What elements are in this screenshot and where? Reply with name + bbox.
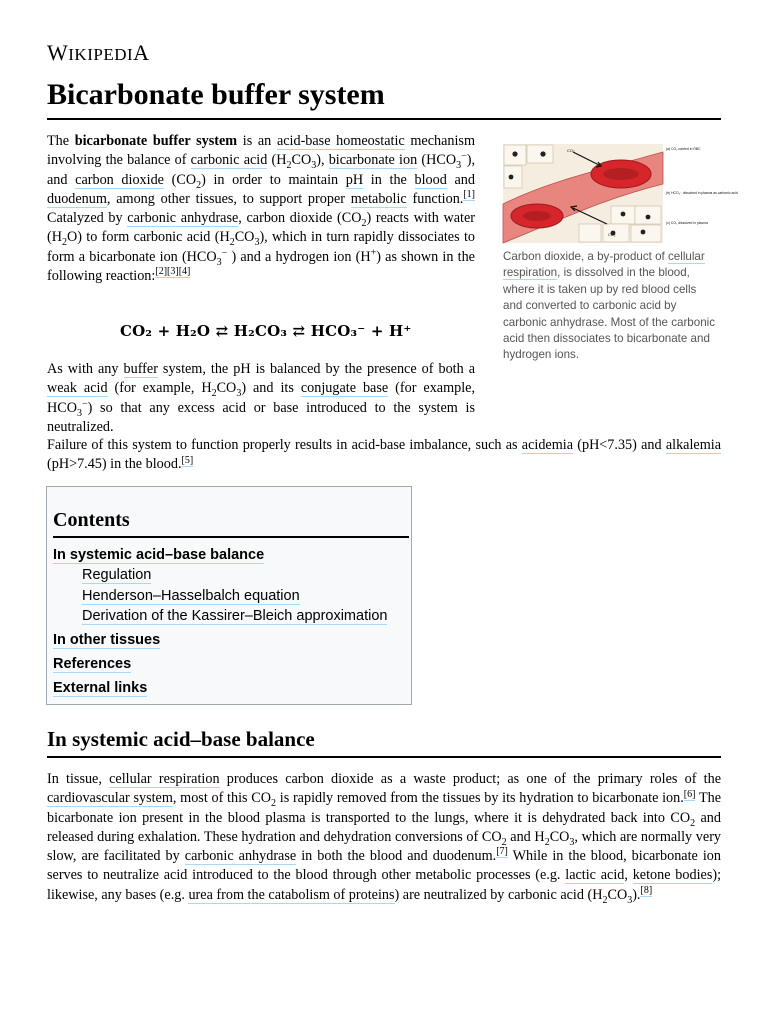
page-title: Bicarbonate buffer system	[47, 76, 721, 120]
link-bicarbonate-ion[interactable]: bicarbonate ion	[328, 152, 418, 169]
link-ketone-bodies[interactable]: ketone bodies	[632, 867, 713, 884]
toc-item[interactable]: Regulation	[82, 567, 152, 584]
reference-3[interactable]: [3]	[167, 266, 179, 278]
link-cardiovascular-system[interactable]: cardiovascular system	[47, 790, 173, 807]
link-carbonic-anhydrase[interactable]: carbonic anhydrase	[127, 210, 239, 227]
reference-1[interactable]: [1]	[463, 189, 476, 201]
link-ph[interactable]: pH	[345, 171, 364, 188]
co2-label: CO₂	[608, 232, 616, 237]
reference-6[interactable]: [6]	[683, 788, 696, 800]
toc-item[interactable]: References	[53, 656, 132, 673]
toc-title: Contents	[53, 509, 409, 538]
label-c: (c) CO₂ dissolved in plasma	[666, 221, 708, 225]
reference-7[interactable]: [7]	[496, 846, 508, 858]
section-heading: In systemic acid–base balance	[47, 726, 721, 758]
paragraph-buffer: As with any buffer system, the pH is balanced by the presence of both a weak acid (for example, $H_2CO_3$) and its conjugate base (for example, $HCO_3^-$) so that any excess acid or base introduced to the system is neutralized.	[47, 361, 476, 435]
link-carbonic-acid[interactable]: carbonic acid	[190, 152, 268, 169]
link-blood[interactable]: blood	[414, 171, 447, 188]
figure-caption: Carbon dioxide, a by-product of cellular respiration, is dissolved in the blood, where it is taken up by red blood cells and converted to carbonic acid by carbonic anhydrase. Most of the carbonic acid then dissociates to bicarbonate and hydrogen ions.	[503, 250, 716, 362]
co2-transport-diagram[interactable]	[503, 144, 738, 243]
link-lactic-acid[interactable]: lactic acid	[565, 867, 625, 884]
link-cellular-respiration[interactable]: cellular respiration	[109, 771, 220, 787]
link-acid-base-homeostatic[interactable]: acid-base homeostatic	[276, 133, 405, 149]
reaction-formula: CO₂ + H₂O ⇄ H₂CO₃ ⇄ HCO₃⁻ + H⁺	[120, 322, 412, 340]
link-acidemia[interactable]: acidemia	[521, 437, 573, 453]
table-of-contents	[46, 486, 412, 705]
reference-8[interactable]: [8]	[640, 885, 653, 897]
link-alkalemia[interactable]: alkalemia	[665, 437, 721, 453]
link-urea[interactable]: urea from the catabolism of proteins	[188, 886, 395, 903]
toc-item[interactable]: Henderson–Hasselbalch equation	[82, 587, 300, 604]
label-b: (b) HCO₃⁻ dissolved in plasma as carbonic acid	[666, 191, 738, 195]
reference-2[interactable]: [2]	[155, 266, 168, 278]
toc-item[interactable]: In systemic acid–base balance	[53, 547, 265, 563]
paragraph-failure: Failure of this system to function properly results in acid-base imbalance, such as acidemia (pH<7.35) and alkalemia (pH>7.45) in the blood.[5]	[47, 437, 721, 473]
toc-item[interactable]: Derivation of the Kassirer–Bleich approximation	[82, 608, 388, 625]
link-carbon-dioxide[interactable]: carbon dioxide	[75, 171, 164, 188]
lead-paragraph: The bicarbonate buffer system is an acid-base homeostatic mechanism involving the balance of carbonic acid $(H_2CO_3)$, bicarbonate ion $(HCO_3^-)$, and carbon dioxide $(CO_2)$ in order to maintain pH in the blood and duodenum, among other tissues, to support proper metabolic function.[1] Catalyzed by carbonic anhydrase, carbon dioxide $(CO_2)$ reacts with water $(H_2O)$ to form carbonic acid $(H_2CO_3)$, which in turn rapidly dissociates to form a bicarbonate ion ($HCO_3^-$ ) and a hydrogen ion (H+) as shown in the following reaction:[2][3][4]	[47, 133, 476, 285]
link-carbonic-anhydrase[interactable]: carbonic anhydrase	[184, 848, 297, 865]
co2-label: CO₂	[567, 148, 575, 153]
link-metabolic[interactable]: metabolic	[350, 190, 407, 207]
link-conjugate-base[interactable]: conjugate base	[300, 380, 389, 397]
toc-item[interactable]: External links	[53, 679, 148, 696]
toc-item[interactable]: In other tissues	[53, 632, 161, 649]
link-weak-acid[interactable]: weak acid	[47, 380, 108, 397]
wikipedia-wordmark[interactable]: WIKIPEDIA	[47, 40, 150, 65]
reference-4[interactable]: [4]	[178, 266, 191, 278]
reference-5[interactable]: [5]	[181, 454, 194, 466]
link-cellular-respiration[interactable]: cellular respiration	[503, 250, 705, 280]
link-buffer[interactable]: buffer	[123, 361, 158, 377]
link-duodenum[interactable]: duodenum	[47, 190, 107, 207]
section-paragraph: In tissue, cellular respiration produces carbon dioxide as a waste product; as one of the primary roles of the cardiovascular system, most of this $CO_2$ is rapidly removed from the tissues by its hydration to bicarbonate ion.[6] The bicarbonate ion present in the blood plasma is transported to the lungs, where it is dehydrated back into $CO_2$ and released during exhalation. These hydration and dehydration conversions of $CO_2$ and $H_2CO_3$, which are normally very slow, are facilitated by carbonic anhydrase in both the blood and duodenum.[7] While in the blood, bicarbonate ion serves to neutralize acid introduced to the blood through other metabolic processes (e.g. lactic acid, ketone bodies); likewise, any bases (e.g. urea from the catabolism of proteins) are neutralized by carbonic acid $(H_2CO_3).[8]$	[47, 771, 722, 906]
figure	[503, 144, 738, 364]
label-a: (a) CO₂ carried in RBC	[666, 147, 701, 151]
